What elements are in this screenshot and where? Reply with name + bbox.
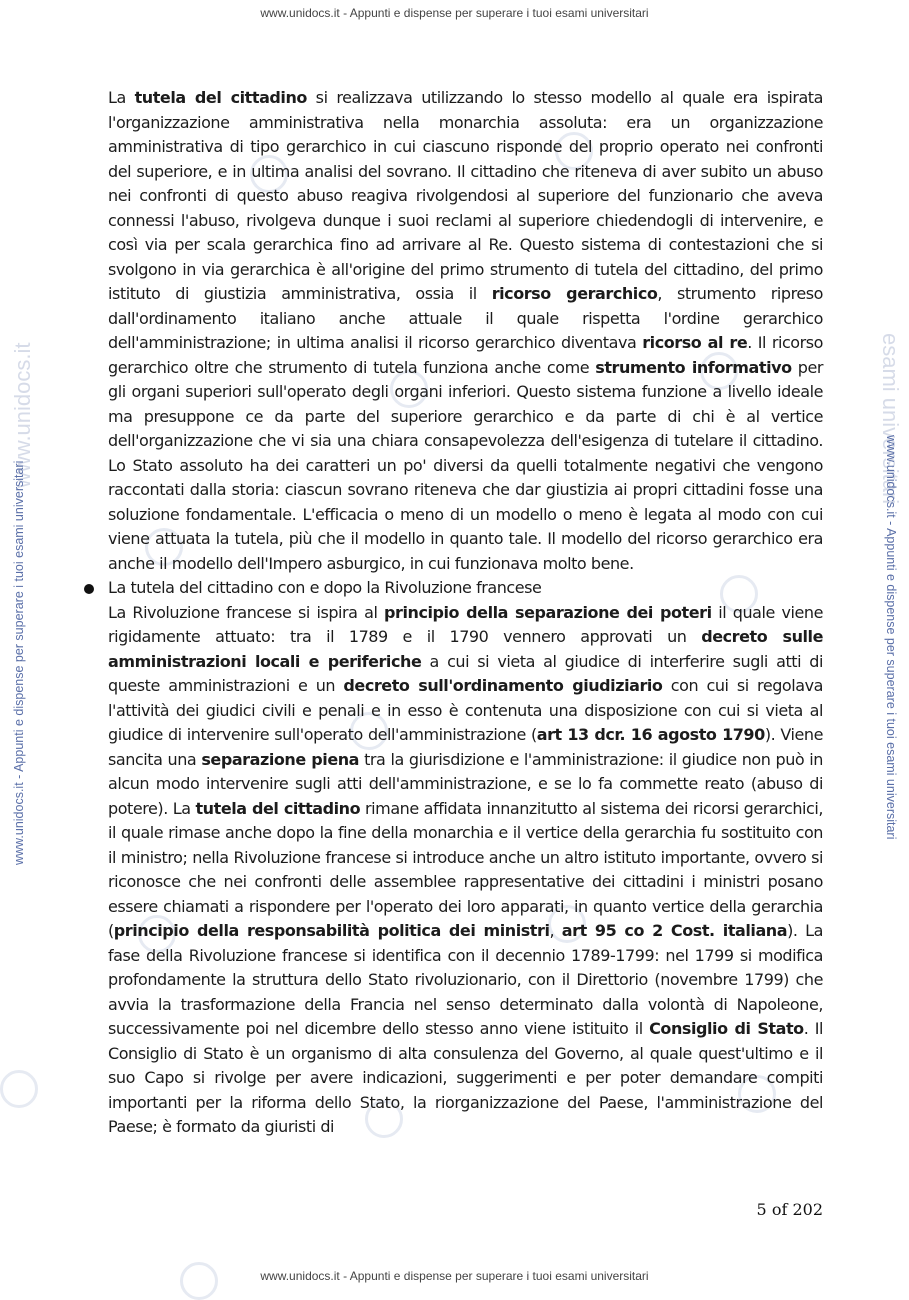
- text-run: . Il ricorso gerarchico oltre che strumento di tutela funziona anche come: [108, 333, 824, 377]
- left-faint-watermark: www.unidocs.it: [10, 342, 35, 488]
- bold-term: Consiglio di Stato: [649, 1019, 804, 1038]
- text-run: ). La fase della Rivoluzione francese si identifica con il decennio 1789-1799: nel 1799 si modifica profondamente la struttura dello Stato rivoluzionario, con il Direttorio (novembre 1799) che avvia la trasformazione della Francia nel senso determinato dalla volontà di Napoleone, successivamente poi nel dicembre dello stesso anno viene istituito il: [108, 921, 823, 1038]
- text-run: La Rivoluzione francese si ispira al: [108, 602, 385, 622]
- text-run: ). Viene sancita una: [108, 725, 823, 769]
- text-run: La: [108, 88, 135, 107]
- header-watermark-banner: www.unidocs.it - Appunti e dispense per superare i tuoi esami universitari: [260, 6, 649, 20]
- right-side-watermark: www.unidocs.it - Appunti e dispense per superare i tuoi esami universitari: [884, 435, 898, 840]
- bold-term: art 95 co 2 Cost. italiana: [561, 921, 788, 940]
- paragraph-tutela-monarchia: [108, 86, 823, 576]
- text-run: . Il Consiglio di Stato è un organismo di alta consulenza del Governo, al quale quest'ultimo e il suo Capo si rivolge per avere indicazioni, suggerimenti e per poter demandare compiti importanti per la riforma dello Stato, la riorganizzazione del Paese, l'amministrazione del Paese; è formato da giuristi di: [108, 1019, 823, 1136]
- section-heading-rivoluzione: [108, 576, 823, 601]
- text-run: si realizzava utilizzando lo stesso modello al quale era ispirata l'organizzazione amministrativa nella monarchia assoluta: era un organizzazione amministrativa di tipo gerarchico in cui ciascuno risponde del proprio operato nei confronti del superiore, e in ultima analisi del sovrano. Il cittadino che riteneva di aver subito un abuso nei confronti di questo abuso reagiva rivolgendosi al superiore del funzionario che aveva connessi l'abuso, rivolgeva dunque i suoi reclami al superiore chiedendogli di intervenire, e così via per scala gerarchica fino ad arrivare al Re. Questo sistema di contestazioni che si svolgono in via gerarchica è all'origine del primo strumento di tutela del cittadino, del primo istituto di giustizia amministrativa, ossia il: [108, 88, 823, 303]
- bullet-icon: [84, 584, 94, 594]
- text-run: ,: [549, 921, 562, 940]
- text-run: con cui si regolava l'attività dei giudici civili e penali e in esso è contenuta una disposizione con cui si vieta al giudice di intervenire sull'operato dell'amministrazione (: [108, 676, 823, 744]
- text-run: tra la giurisdizione e l'amministrazione: il giudice non può in alcun modo intervenire sugli atti dell'amministrazione, e se lo fa commette reato (abuso di potere). La: [108, 749, 823, 818]
- text-run: a cui si vieta al giudice di interferire sugli atti di queste amministrazioni e un: [108, 651, 823, 695]
- document-body: [108, 86, 823, 1140]
- page-number: 5 of 202: [756, 1200, 823, 1219]
- paragraph-rivoluzione-francese: [108, 601, 823, 1140]
- text-run: rimane affidata innanzitutto al sistema dei ricorsi gerarchici, il quale rimase anche dopo la fine della monarchia e il vertice della gerarchia fu sostituito con il ministro; nella Rivoluzione francese si introduce anche un altro istituto importante, ovvero si riconosce che nei confronti delle assemblee rappresentative dei cittadini i ministri posano essere chiamati a rispondere per l'operato dei loro apparati, in quanto vertice della gerarchia (: [108, 798, 823, 940]
- left-side-watermark: www.unidocs.it - Appunti e dispense per superare i tuoi esami universitari: [12, 460, 26, 865]
- right-faint-watermark: esami universitari: [878, 333, 903, 505]
- watermark-logo-icon: [0, 1070, 38, 1108]
- bold-term: decreto sull'ordinamento giudiziario: [343, 676, 663, 695]
- bold-term: decreto sulle amministrazioni locali e periferiche: [108, 627, 823, 671]
- bold-term: tutela del cittadino: [134, 88, 307, 107]
- text-run: per gli organi superiori sull'operato degli organi inferiori. Questo sistema funzione a livello ideale ma presuppone ce da parte del superiore gerarchico e da parte di chi è al vertice dell'organizzazione che vi sia una chiara consapevolezza dell'esigenza di tutelare il cittadino. Lo Stato assoluto ha dei caratteri un po' diversi da quelli totalmente negativi che vengono raccontati dalla storia: ciascun sovrano riteneva che dar giustizia ai propri cittadini fosse una soluzione fondamentale. L'efficacia o meno di un modello o meno è legata al modo con cui viene attuata la tutela, più che il modello in quanto tale. Il modello del ricorso gerarchico era anche il modello dell'Impero asburgico, in cui funzionava molto bene.: [108, 357, 823, 573]
- bold-term: art 13 dcr. 16 agosto 1790: [536, 725, 765, 744]
- bold-term: strumento informativo: [595, 357, 792, 377]
- bold-term: ricorso gerarchico: [491, 284, 658, 303]
- bold-term: principio della separazione dei poteri: [384, 602, 712, 622]
- bold-term: ricorso al re: [642, 333, 748, 352]
- bold-term: separazione piena: [201, 749, 360, 769]
- text-run: il quale viene rigidamente attuato: tra il 1789 e il 1790 vennero approvati un: [108, 602, 823, 646]
- text-run: , strumento ripreso dall'ordinamento italiano anche attuale il quale rispetta l'ordine gerarchico dell'amministrazione; in ultima analisi il ricorso gerarchico diventava: [108, 284, 823, 352]
- footer-watermark-banner: www.unidocs.it - Appunti e dispense per superare i tuoi esami universitari: [260, 1269, 649, 1283]
- bold-term: principio della responsabilità politica dei ministri: [113, 921, 550, 940]
- section-heading-text: La tutela del cittadino con e dopo la Rivoluzione francese: [108, 578, 542, 597]
- bold-term: tutela del cittadino: [195, 798, 361, 818]
